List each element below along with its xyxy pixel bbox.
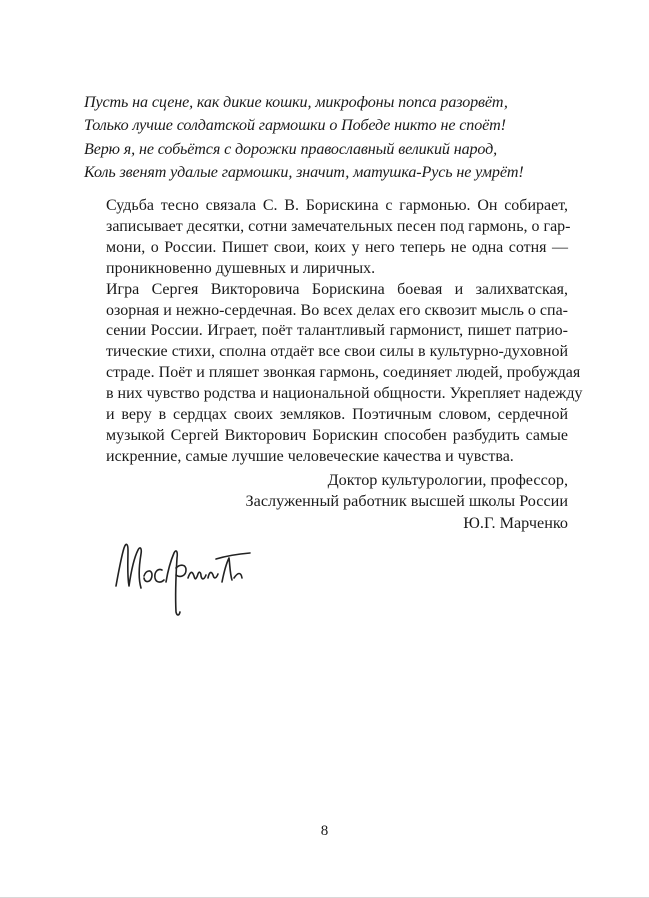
text-line: проникновенно душевных и лиричных. [106,259,376,277]
author-honorary-title: Заслуженный работник высшей школы России [245,492,568,511]
paragraph-2 [84,280,583,468]
text-line: искренние, самые лучшие человеческие качества и чувства. [106,447,514,465]
poem-line: Коль звенят удалые гармошки, значит, матушка-Русь не умрёт! [84,163,524,181]
body-text [84,196,583,468]
poem-line: Верю я, не собьётся с дорожки православный великий народ, [84,140,498,158]
text-line: Игра Сергея Викторовича Борискина боевая и залихватская, [106,280,568,298]
poem-line: Только лучше солдатской гармошки о Победе никто не споёт! [84,117,506,135]
text-line: страде. Поёт и пляшет звонкая гармонь, соединяет людей, пробуждая [106,364,581,382]
page-number: 8 [320,823,329,839]
text-line: записывает десятки, сотни замечательных песен под гармонь, о гар- [106,217,571,235]
poem-line: Пусть на сцене, как дикие кошки, микрофоны попса разорвёт, [84,94,508,111]
text-line: озорная и нежно-сердечная. Во всех делах его сквозит мысль о спа- [106,301,568,319]
author-title: Доктор культурологии, профессор, [327,471,568,489]
text-line: тические стихи, сполна отдаёт все свои силы в культурно-духовной [106,343,568,361]
handwritten-signature [108,520,268,622]
text-line: Судьба тесно связала С. В. Борискина с гармонью. Он собирает, [106,197,568,214]
text-line: сении России. Играет, поёт талантливый гармонист, пишет патрио- [106,322,568,340]
text-line: музыкой Сергей Викторович Борискин способен разбудить самые [106,426,568,444]
text-line: и веру в сердцах своих земляков. Поэтичным словом, сердечной [106,406,568,424]
poem-epigraph [84,91,584,184]
author-name: Ю.Г. Марченко [463,513,568,532]
author-signature-block [246,470,568,534]
text-line: мони, о России. Пишет свои, коих у него теперь не одна сотня — [106,238,568,256]
text-line: в них чувство родства и национальной общности. Укрепляет надежду [106,385,583,403]
paragraph-1 [84,196,571,280]
